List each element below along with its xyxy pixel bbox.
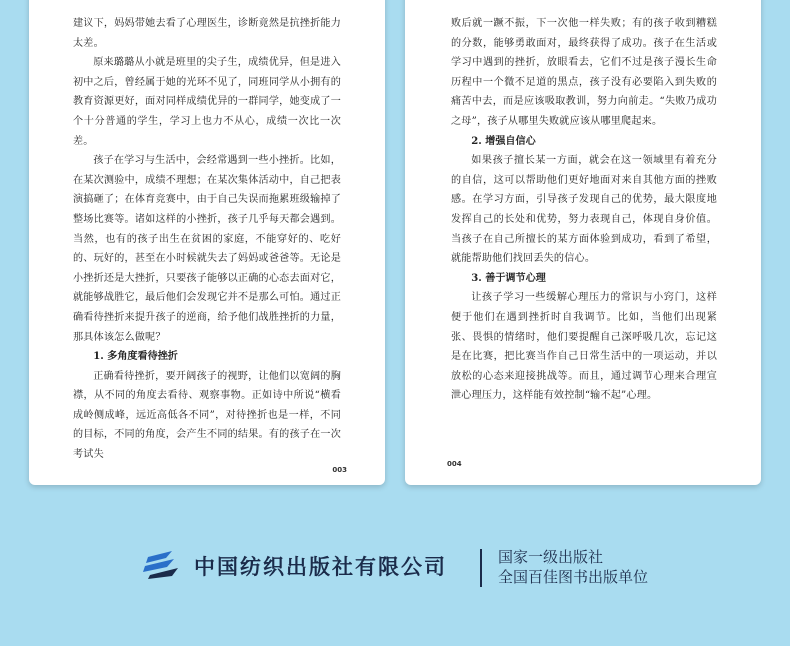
publisher-name: 中国纺织出版社有限公司 [194, 554, 447, 579]
page-number: 004 [447, 460, 462, 468]
paragraph: 建议下，妈妈带她去看了心理医生，诊断竟然是抗挫折能力太差。 [73, 18, 341, 49]
right-page-text [451, 14, 717, 406]
section-heading: 1. 多角度看待挫折 [93, 351, 178, 363]
publisher-logo-icon [142, 549, 180, 579]
publisher-description [498, 547, 648, 587]
paragraph: 原来璐璐从小就是班里的尖子生，成绩优异，但是进入初中之后，曾经属于她的光环不见了，同班同学从小拥有的教育资源更好，面对同样成绩优异的一群同学，她变成了一个十分普通的学生，学习上也力不从心，成绩一次比一次差。 [73, 57, 341, 147]
publisher-desc-line: 全国百佳图书出版单位 [498, 568, 649, 586]
paragraph: 败后就一蹶不振，下一次他一样失败；有的孩子收到糟糕的分数，能够勇敢面对，最终获得了成功。孩子在生活或学习中遇到的挫折，放眼看去，它们不过是孩子漫长生命历程中一个微不足道的黑点，孩子没有必要陷入到失败的痛苦中去，而是应该吸取教训，努力向前走。“失败乃成功之母”，孩子从哪里失败就应该从哪里爬起来。 [451, 18, 717, 127]
page-number: 003 [332, 466, 347, 474]
publisher-desc-line: 国家一级出版社 [498, 548, 604, 566]
book-page-left [29, 0, 385, 485]
paragraph: 孩子在学习与生活中，会经常遇到一些小挫折。比如，在某次测验中，成绩不理想；在某次集体活动中，自己把表演搞砸了；在体育竞赛中，由于自己失误而拖累班级输掉了整场比赛等。诸如这样的小挫折，孩子几乎每天都会遇到。当然，也有的孩子出生在贫困的家庭，不能穿好的、吃好的、玩好的，甚至在小时候就失去了妈妈或爸爸等。无论是小挫折还是大挫折，只要孩子能够以正确的心态去面对它，就能够战胜它，最后他们会发现它并不是那么可怕。通过正确看待挫折来提升孩子的逆商，给予他们战胜挫折的力量，那具体该怎么做呢？ [73, 155, 341, 343]
paragraph: 如果孩子擅长某一方面，就会在这一领域里有着充分的自信，这可以帮助他们更好地面对来自其他方面的挫败感。在学习方面，引导孩子发现自己的优势，最大限度地发挥自己的长处和优势，努力表现自己，体现自身价值。当孩子在自己所擅长的某方面体验到成功，看到了希望，就能帮助他们找回丢失的信心。 [451, 155, 717, 265]
paragraph: 让孩子学习一些缓解心理压力的常识与小窍门，这样便于他们在遇到挫折时自我调节。比如，当他们出现紧张、畏惧的情绪时，他们要提醒自己深呼吸几次，忘记这是在比赛，把比赛当作自己日常生活中的一项运动，并以放松的心态来迎接挑战等。而且，通过调节心理来合理宣泄心理压力，这样能有效控制“输不起”心理。 [451, 292, 717, 402]
section-heading: 3. 善于调节心理 [471, 272, 546, 284]
book-page-right [405, 0, 761, 485]
footer-divider [480, 549, 482, 587]
paragraph: 正确看待挫折，要开阔孩子的视野，让他们以宽阔的胸襟，从不同的角度去看待、观察事物。正如诗中所说“横看成岭侧成峰，远近高低各不同”，对待挫折也是一样，不同的目标，不同的角度，会产生不同的结果。有的孩子在一次考试失 [73, 370, 341, 461]
section-heading: 2. 增强自信心 [471, 135, 536, 147]
publisher-footer [140, 545, 660, 589]
left-page-text [73, 14, 341, 465]
